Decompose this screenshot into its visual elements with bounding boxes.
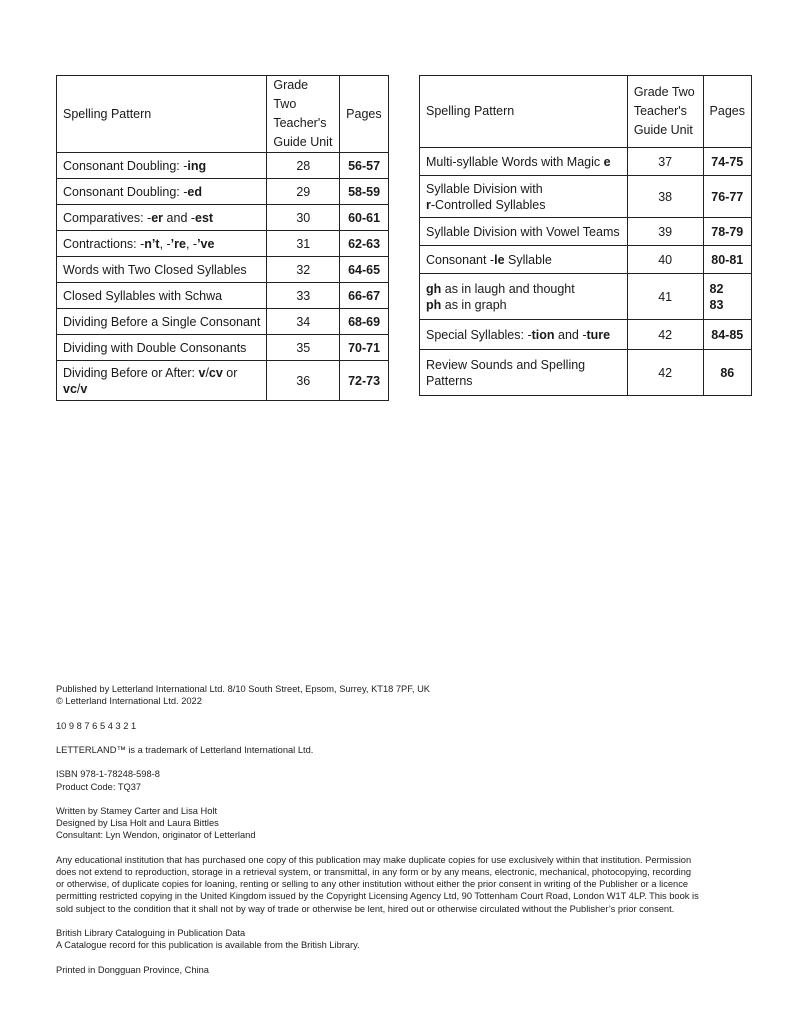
pages-cell: 86 (703, 350, 751, 396)
unit-cell: 34 (267, 309, 340, 335)
legal-notice: Any educational institution that has purchased one copy of this publication may make duplicate copies for use exclusively within that institution. Permission does not extend to reproduction, storage in a retrieval system, or transmittal, in any form or by any means, electronic, mechanical, photocopying, recording or otherwise, of duplicate copies for loaning, renting or selling to any other institution without either the prior consent in writing of the Publisher or a licence permitting restricted copying in the United Kingdom issued by the Copyright Licensing Agency Ltd, 90 Tottenham Court Road, London W1T 4LP. This book is sold subject to the condition that it shall not by way of trade or otherwise be lent, hired out or otherwise circulated without the Publisher’s prior consent. (56, 854, 699, 914)
printed-in: Printed in Dongguan Province, China (56, 964, 209, 975)
isbn-info: ISBN 978-1-78248-598-8 Product Code: TQ37 (56, 769, 160, 792)
table-row (57, 179, 389, 205)
header-spelling-pattern: Spelling Pattern (420, 76, 628, 148)
header-unit-line3: Guide Unit (273, 135, 333, 149)
pattern-cell: Words with Two Closed Syllables (57, 257, 267, 283)
pattern-cell: Dividing Before or After: v/cv or vc/v (57, 361, 267, 401)
table-row (57, 257, 389, 283)
table-row (57, 231, 389, 257)
pattern-cell: gh as in laugh and thought ph as in graph (420, 274, 628, 320)
header-pages: Pages (340, 76, 389, 153)
pattern-cell: Comparatives: -er and -est (57, 205, 267, 231)
pattern-cell: Contractions: -n’t, -’re, -’ve (57, 231, 267, 257)
pages-cell: 70-71 (340, 335, 389, 361)
table-row (420, 350, 752, 396)
pages-cell: 72-73 (340, 361, 389, 401)
pattern-cell: Special Syllables: -tion and -ture (420, 320, 628, 350)
header-unit (267, 76, 340, 153)
header-unit (627, 76, 703, 148)
table-row (420, 148, 752, 176)
table-row (57, 283, 389, 309)
spelling-table-left (56, 75, 389, 401)
unit-cell: 40 (627, 246, 703, 274)
unit-cell: 39 (627, 218, 703, 246)
unit-cell: 33 (267, 283, 340, 309)
table-row (420, 246, 752, 274)
trademark-notice: LETTERLAND™ is a trademark of Letterland International Ltd. (56, 744, 314, 755)
header-unit-line3: Guide Unit (633, 123, 693, 137)
unit-cell: 29 (267, 179, 340, 205)
unit-cell: 37 (627, 148, 703, 176)
header-unit-line1: Grade Two (633, 85, 695, 99)
pattern-cell: Dividing with Double Consonants (57, 335, 267, 361)
table-row (57, 361, 389, 401)
pages-cell: 66-67 (340, 283, 389, 309)
pages-cell: 82 83 (703, 274, 751, 320)
unit-cell: 32 (267, 257, 340, 283)
unit-cell: 36 (267, 361, 340, 401)
table-row (420, 176, 752, 218)
pattern-cell: Multi-syllable Words with Magic e (420, 148, 628, 176)
unit-cell: 38 (627, 176, 703, 218)
pattern-cell: Dividing Before a Single Consonant (57, 309, 267, 335)
pages-cell: 56-57 (340, 153, 389, 179)
pages-cell: 76-77 (703, 176, 751, 218)
header-spelling-pattern: Spelling Pattern (57, 76, 267, 153)
table-row (420, 274, 752, 320)
pages-cell: 68-69 (340, 309, 389, 335)
pages-cell: 60-61 (340, 205, 389, 231)
header-unit-line1: Grade Two (273, 78, 309, 111)
header-unit-line2: Teacher's (273, 116, 327, 130)
pages-cell: 80-81 (703, 246, 751, 274)
unit-cell: 28 (267, 153, 340, 179)
unit-cell: 42 (627, 350, 703, 396)
header-unit-line2: Teacher's (633, 104, 687, 118)
pattern-cell: Review Sounds and Spelling Patterns (420, 350, 628, 396)
pattern-cell: Consonant -le Syllable (420, 246, 628, 274)
colophon (56, 683, 736, 988)
table-row (57, 153, 389, 179)
unit-cell: 35 (267, 335, 340, 361)
pattern-cell: Consonant Doubling: -ing (57, 153, 267, 179)
pages-cell: 58-59 (340, 179, 389, 205)
table-row (57, 309, 389, 335)
table-row (57, 205, 389, 231)
pattern-cell: Closed Syllables with Schwa (57, 283, 267, 309)
pattern-cell: Consonant Doubling: -ed (57, 179, 267, 205)
unit-cell: 41 (627, 274, 703, 320)
unit-cell: 42 (627, 320, 703, 350)
header-pages: Pages (703, 76, 751, 148)
publisher-info: Published by Letterland International Ltd. 8/10 South Street, Epsom, Surrey, KT18 7PF, UK © Letterland International Ltd. 2022 (56, 684, 430, 707)
credits: Written by Stamey Carter and Lisa Holt Designed by Lisa Holt and Laura Bittles Consultant: Lyn Wendon, originator of Letterland (56, 805, 256, 841)
print-run: 10 9 8 7 6 5 4 3 2 1 (56, 720, 137, 731)
spelling-table-right (419, 75, 752, 396)
pages-cell: 84-85 (703, 320, 751, 350)
pages-cell: 74-75 (703, 148, 751, 176)
pattern-cell: Syllable Division with Vowel Teams (420, 218, 628, 246)
table-row (420, 218, 752, 246)
pages-cell: 64-65 (340, 257, 389, 283)
unit-cell: 30 (267, 205, 340, 231)
table-header-row (57, 76, 389, 153)
table-header-row (420, 76, 752, 148)
pages-cell: 62-63 (340, 231, 389, 257)
pages-cell: 78-79 (703, 218, 751, 246)
unit-cell: 31 (267, 231, 340, 257)
table-row (57, 335, 389, 361)
table-row (420, 320, 752, 350)
pattern-cell: Syllable Division with r-Controlled Syllables (420, 176, 628, 218)
cataloguing-data: British Library Cataloguing in Publication Data A Catalogue record for this publication is available from the British Library. (56, 927, 360, 951)
